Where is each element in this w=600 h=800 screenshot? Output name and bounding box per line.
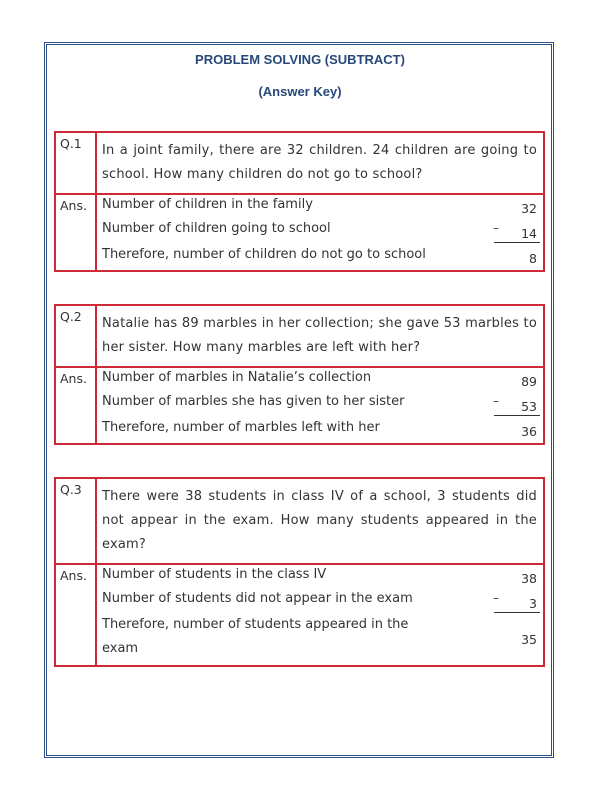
question-number: Q.3	[56, 479, 97, 563]
answer-result: 35	[521, 632, 537, 647]
answer-value: 14	[521, 226, 537, 241]
question-text: Natalie has 89 marbles in her collection; she gave 53 marbles to her sister. How many marbles are left with her?	[102, 316, 537, 355]
answer-line: Therefore, number of children do not go to school	[102, 247, 426, 262]
worksheet-title: PROBLEM SOLVING (SUBTRACT)	[195, 52, 405, 67]
question-block-3	[54, 477, 545, 667]
answer-label: Ans.	[56, 195, 97, 270]
answer-value: 89	[521, 374, 537, 389]
sum-underline	[494, 415, 540, 416]
answer-line: Number of marbles she has given to her sister	[102, 394, 405, 409]
answer-line: exam	[102, 641, 139, 656]
answer-line: Number of students did not appear in the exam	[102, 591, 413, 606]
answer-result: 36	[521, 424, 537, 439]
sum-underline	[494, 612, 540, 613]
question-number: Q.1	[56, 133, 97, 193]
answer-row	[56, 565, 543, 665]
question-number: Q.2	[56, 306, 97, 366]
answer-line: Number of children in the family	[102, 197, 313, 212]
answer-value: 38	[521, 571, 537, 586]
answer-line: Number of children going to school	[102, 221, 331, 236]
answer-row	[56, 195, 543, 270]
answer-value: 53	[521, 399, 537, 414]
question-text: There were 38 students in class IV of a school, 3 students did not appear in the exam. How many students appeared in the exam?	[102, 489, 537, 552]
worksheet-subtitle: (Answer Key)	[258, 84, 342, 99]
answer-result: 8	[529, 251, 537, 266]
question-row	[56, 306, 543, 368]
question-text: In a joint family, there are 32 children. 24 children are going to school. How many children do not go to school?	[102, 143, 537, 182]
answer-label: Ans.	[56, 565, 97, 665]
question-row	[56, 133, 543, 195]
minus-sign: –	[493, 591, 499, 605]
answer-line: Therefore, number of marbles left with her	[102, 420, 380, 435]
answer-line: Number of students in the class IV	[102, 567, 327, 582]
question-block-2	[54, 304, 545, 445]
question-row	[56, 479, 543, 565]
sum-underline	[494, 242, 540, 243]
question-block-1	[54, 131, 545, 272]
answer-row	[56, 368, 543, 443]
minus-sign: –	[493, 221, 499, 235]
answer-line: Therefore, number of students appeared in the	[102, 617, 409, 632]
answer-label: Ans.	[56, 368, 97, 443]
answer-value: 32	[521, 201, 537, 216]
answer-line: Number of marbles in Natalie’s collection	[102, 370, 372, 385]
minus-sign: –	[493, 394, 499, 408]
answer-value: 3	[529, 596, 537, 611]
